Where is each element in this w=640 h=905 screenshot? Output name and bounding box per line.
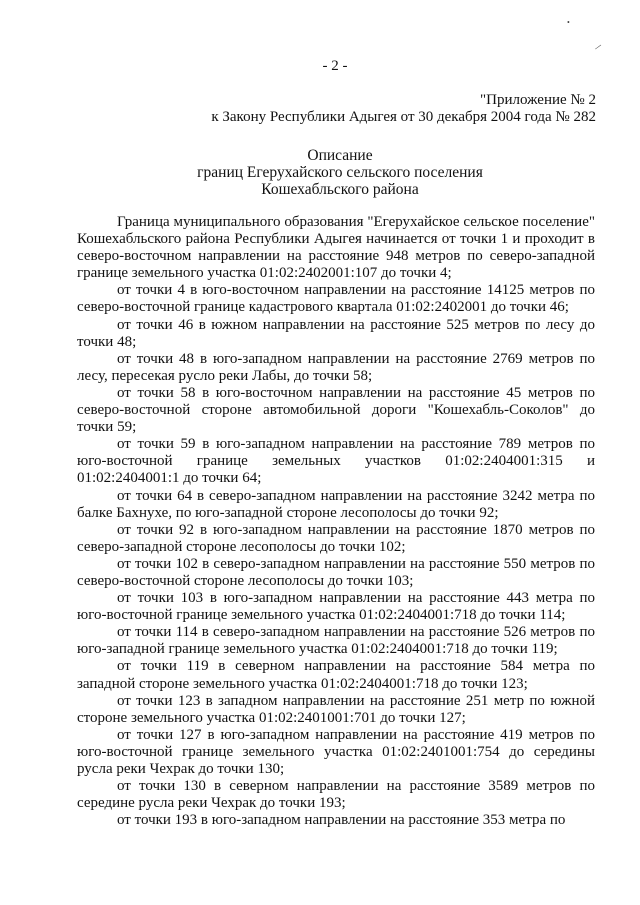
boundary-paragraph: Граница муниципального образования "Егерухайское сельское поселение" Кошехабльского района Республики Адыгея начинается от точки 1 и проходит в северо-восточном направлении на расстояние 948 метров по северо-западной границе земельного участка 01:02:2402001:107 до точки 4; [77, 214, 595, 282]
appendix-law-reference: к Закону Республики Адыгея от 30 декабря 2004 года № 282 [211, 109, 596, 125]
boundary-paragraph: от точки 102 в северо-западном направлении на расстояние 550 метров по северо-восточной стороне лесополосы до точки 103; [77, 555, 595, 589]
boundary-paragraph: от точки 4 в юго-восточном направлении на расстояние 14125 метров по северо-восточной границе кадастрового квартала 01:02:2402001 до точки 46; [77, 282, 595, 316]
boundary-paragraph: от точки 103 в юго-западном направлении на расстояние 443 метра по юго-восточной границе земельного участка 01:02:2404001:718 до точки 114; [77, 590, 595, 624]
settlement-boundaries-heading: границ Егерухайского сельского поселения [197, 164, 483, 181]
description-heading: Описание [307, 147, 373, 164]
boundary-paragraph: от точки 193 в юго-западном направлении на расстояние 353 метра по [117, 812, 566, 829]
scan-mark: / [593, 42, 602, 53]
boundary-paragraph: от точки 114 в северо-западном направлении на расстояние 526 метров по юго-западной границе земельного участка 01:02:2404001:718 до точки 119; [77, 624, 595, 658]
boundary-paragraph: от точки 64 в северо-западном направлении на расстояние 3242 метра по балке Бахнухе, по юго-западной стороне лесополосы до точки 92; [77, 487, 595, 521]
boundary-paragraph: от точки 130 в северном направлении на расстояние 3589 метров по середине русла реки Чехрак до точки 193; [77, 778, 595, 812]
boundary-description-body [77, 214, 595, 829]
boundary-paragraph: от точки 59 в юго-западном направлении на расстояние 789 метров по юго-восточной границе земельных участков 01:02:2404001:315 и 01:02:2404001:1 до точки 64; [77, 436, 595, 487]
boundary-paragraph: от точки 119 в северном направлении на расстояние 584 метра по западной стороне земельного участка 01:02:2404001:718 до точки 123; [77, 658, 595, 692]
district-heading: Кошехабльского района [261, 181, 419, 198]
appendix-title: "Приложение № 2 [480, 92, 596, 108]
boundary-paragraph: от точки 48 в юго-западном направлении на расстояние 2769 метров по лесу, пересекая русло реки Лабы, до точки 58; [77, 350, 595, 384]
boundary-paragraph: от точки 92 в юго-западном направлении на расстояние 1870 метров по северо-западной стороне лесополосы до точки 102; [77, 521, 595, 555]
page-number: - 2 - [322, 58, 348, 74]
boundary-paragraph: от точки 46 в южном направлении на расстояние 525 метров по лесу до точки 48; [77, 316, 595, 350]
boundary-paragraph: от точки 58 в юго-восточном направлении на расстояние 45 метров по северо-восточной стороне автомобильной дороги "Кошехабль-Соколов" до точки 59; [77, 384, 595, 436]
boundary-paragraph: от точки 127 в юго-западном направлении на расстояние 419 метров по юго-восточной границе земельного участка 01:02:2401001:754 до середины русла реки Чехрак до точки 130; [77, 726, 595, 777]
scan-speck: • [567, 18, 570, 27]
boundary-paragraph: от точки 123 в западном направлении на расстояние 251 метр по южной стороне земельного участка 01:02:2401001:701 до точки 127; [77, 692, 595, 726]
